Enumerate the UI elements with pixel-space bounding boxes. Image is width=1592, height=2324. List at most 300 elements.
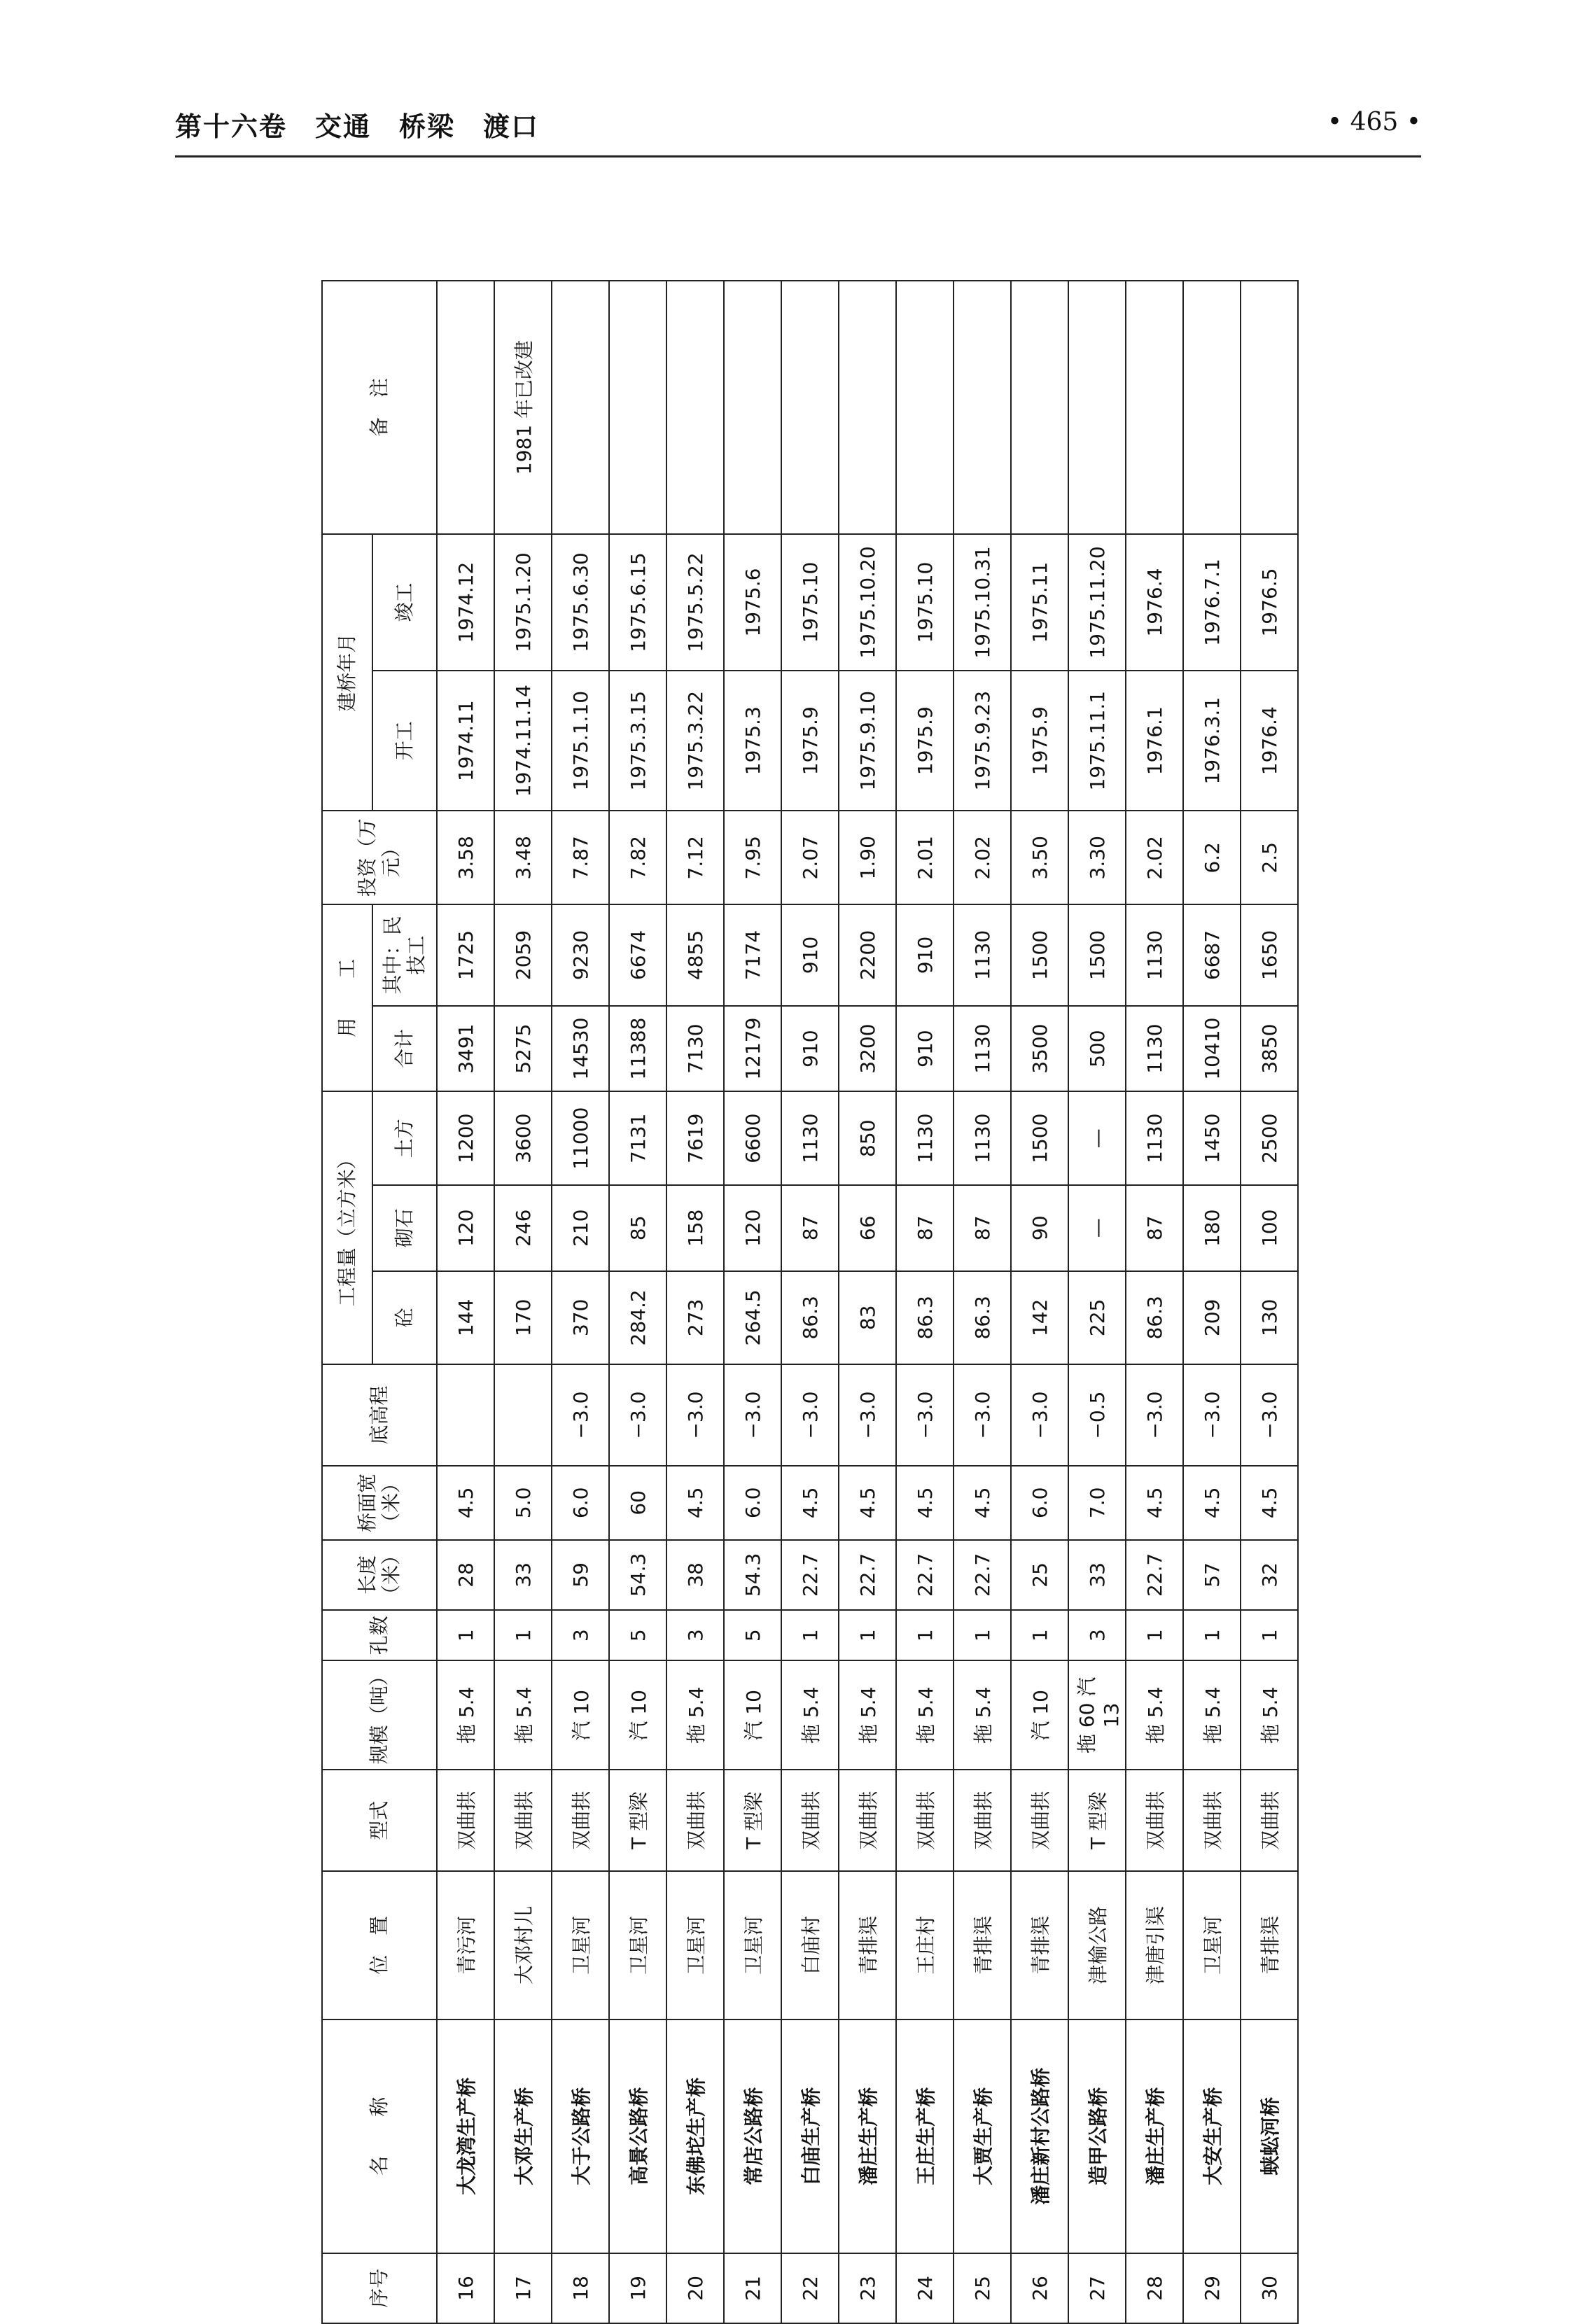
cell-spans: 3 — [666, 1610, 724, 1660]
cell-finish: 1976.5 — [1241, 534, 1298, 671]
cell-location: 卫星河 — [609, 1871, 666, 2019]
cell-earth: 1130 — [896, 1091, 954, 1185]
cell-start: 1974.11.14 — [494, 671, 552, 811]
cell-width: 4.5 — [781, 1466, 839, 1540]
cell-spans: 1 — [1126, 1610, 1183, 1660]
cell-width: 60 — [609, 1466, 666, 1540]
cell-finish: 1975.10.31 — [954, 534, 1011, 671]
cell-labor-total: 10410 — [1183, 1006, 1241, 1092]
cell-location: 白庙村 — [781, 1871, 839, 2019]
table-row — [1068, 281, 1126, 2323]
cell-bottom: −3.0 — [839, 1364, 896, 1466]
cell-labor-detail: 910 — [781, 904, 839, 1006]
cell-masonry: 158 — [666, 1185, 724, 1271]
cell-bottom: −3.0 — [1011, 1364, 1068, 1466]
cell-finish: 1975.6 — [724, 534, 781, 671]
cell-width: 4.5 — [1183, 1466, 1241, 1540]
cell-location: 卫星河 — [1183, 1871, 1241, 2019]
cell-masonry: 210 — [552, 1185, 609, 1271]
cell-length: 38 — [666, 1540, 724, 1610]
cell-length: 32 — [1241, 1540, 1298, 1610]
cell-length: 28 — [437, 1540, 494, 1610]
cell-investment: 3.50 — [1011, 811, 1068, 904]
cell-remark: 1981 年已改建 — [494, 281, 552, 534]
cell-labor-total: 910 — [896, 1006, 954, 1092]
cell-labor-detail: 9230 — [552, 904, 609, 1006]
cell-remark — [1241, 281, 1298, 534]
cell-finish: 1975.1.20 — [494, 534, 552, 671]
cell-width: 6.0 — [724, 1466, 781, 1540]
cell-labor-total: 3850 — [1241, 1006, 1298, 1092]
cell-bottom: −3.0 — [666, 1364, 724, 1466]
cell-length: 54.3 — [609, 1540, 666, 1610]
cell-location: 卫星河 — [552, 1871, 609, 2019]
cell-name: 造甲公路桥 — [1068, 2019, 1126, 2253]
table-body — [437, 281, 1298, 2323]
cell-masonry: 180 — [1183, 1185, 1241, 1271]
cell-scale: 拖 5.4 — [1126, 1660, 1183, 1770]
cell-seq: 26 — [1011, 2253, 1068, 2323]
cell-start: 1975.9 — [896, 671, 954, 811]
cell-labor-detail: 1130 — [1126, 904, 1183, 1006]
cell-scale: 拖 5.4 — [666, 1660, 724, 1770]
cell-investment: 2.5 — [1241, 811, 1298, 904]
cell-spans: 5 — [609, 1610, 666, 1660]
cell-width: 4.5 — [1241, 1466, 1298, 1540]
table-row — [896, 281, 954, 2323]
cell-remark — [609, 281, 666, 534]
cell-scale: 拖 60 汽 13 — [1068, 1660, 1126, 1770]
cell-type: 双曲拱 — [1011, 1770, 1068, 1871]
cell-length: 57 — [1183, 1540, 1241, 1610]
cell-location: 卫星河 — [724, 1871, 781, 2019]
cell-width: 7.0 — [1068, 1466, 1126, 1540]
cell-seq: 19 — [609, 2253, 666, 2323]
cell-type: 双曲拱 — [552, 1770, 609, 1871]
col-labor-detail: 其中：民技工 — [372, 904, 437, 1006]
cell-name: 蛱蚣河桥 — [1241, 2019, 1298, 2253]
cell-scale: 汽 10 — [724, 1660, 781, 1770]
cell-masonry: 120 — [437, 1185, 494, 1271]
cell-remark — [781, 281, 839, 534]
cell-spans: 1 — [1011, 1610, 1068, 1660]
cell-bottom: −3.0 — [954, 1364, 1011, 1466]
cell-seq: 22 — [781, 2253, 839, 2323]
col-spans: 孔数 — [322, 1610, 437, 1660]
cell-name: 白庙生产桥 — [781, 2019, 839, 2253]
cell-type: 双曲拱 — [839, 1770, 896, 1871]
table-row — [494, 281, 552, 2323]
cell-investment: 2.02 — [1126, 811, 1183, 904]
cell-length: 22.7 — [896, 1540, 954, 1610]
col-location: 位 置 — [322, 1871, 437, 2019]
col-date-group: 建桥年月 — [322, 534, 372, 811]
cell-remark — [1126, 281, 1183, 534]
cell-name: 王庄生产桥 — [896, 2019, 954, 2253]
cell-finish: 1975.11 — [1011, 534, 1068, 671]
cell-spans: 1 — [781, 1610, 839, 1660]
cell-labor-total: 7130 — [666, 1006, 724, 1092]
table-row — [552, 281, 609, 2323]
cell-earth: 7131 — [609, 1091, 666, 1185]
cell-start: 1975.3 — [724, 671, 781, 811]
cell-earth: 11000 — [552, 1091, 609, 1185]
cell-labor-total: 1130 — [1126, 1006, 1183, 1092]
cell-investment: 3.48 — [494, 811, 552, 904]
cell-investment: 7.95 — [724, 811, 781, 904]
cell-concrete: 86.3 — [896, 1271, 954, 1365]
col-seq: 序号 — [322, 2253, 437, 2323]
cell-start: 1975.9 — [1011, 671, 1068, 811]
cell-earth: 850 — [839, 1091, 896, 1185]
cell-location: 青排渠 — [839, 1871, 896, 2019]
cell-bottom: −3.0 — [781, 1364, 839, 1466]
cell-length: 22.7 — [954, 1540, 1011, 1610]
cell-labor-detail: 6674 — [609, 904, 666, 1006]
cell-width: 6.0 — [1011, 1466, 1068, 1540]
cell-name: 大龙湾生产桥 — [437, 2019, 494, 2253]
cell-scale: 拖 5.4 — [494, 1660, 552, 1770]
cell-type: 双曲拱 — [781, 1770, 839, 1871]
col-quantity-group: 工程量（立方米） — [322, 1091, 372, 1364]
cell-remark — [1068, 281, 1126, 534]
cell-finish: 1975.10 — [781, 534, 839, 671]
cell-start: 1975.11.1 — [1068, 671, 1126, 811]
cell-remark — [896, 281, 954, 534]
cell-seq: 25 — [954, 2253, 1011, 2323]
cell-bottom: −3.0 — [609, 1364, 666, 1466]
cell-start: 1975.3.22 — [666, 671, 724, 811]
cell-remark — [1011, 281, 1068, 534]
cell-bottom: −0.5 — [1068, 1364, 1126, 1466]
cell-concrete: 86.3 — [1126, 1271, 1183, 1365]
cell-masonry: 85 — [609, 1185, 666, 1271]
cell-width: 4.5 — [839, 1466, 896, 1540]
cell-concrete: 86.3 — [954, 1271, 1011, 1365]
cell-name: 大安生产桥 — [1183, 2019, 1241, 2253]
cell-concrete: 83 — [839, 1271, 896, 1365]
cell-location: 青排渠 — [954, 1871, 1011, 2019]
cell-spans: 1 — [839, 1610, 896, 1660]
cell-width: 4.5 — [896, 1466, 954, 1540]
cell-width: 5.0 — [494, 1466, 552, 1540]
cell-start: 1976.3.1 — [1183, 671, 1241, 811]
cell-concrete: 86.3 — [781, 1271, 839, 1365]
cell-concrete: 142 — [1011, 1271, 1068, 1365]
cell-type: 双曲拱 — [494, 1770, 552, 1871]
cell-concrete: 144 — [437, 1271, 494, 1365]
cell-labor-detail: 1500 — [1011, 904, 1068, 1006]
cell-finish: 1975.6.15 — [609, 534, 666, 671]
col-labor-total: 合计 — [372, 1006, 437, 1092]
cell-seq: 18 — [552, 2253, 609, 2323]
cell-investment: 2.01 — [896, 811, 954, 904]
cell-concrete: 209 — [1183, 1271, 1241, 1365]
col-labor-group: 用 工 — [322, 904, 372, 1091]
cell-name: 潘庄生产桥 — [839, 2019, 896, 2253]
cell-width: 4.5 — [437, 1466, 494, 1540]
col-start: 开工 — [372, 671, 437, 811]
cell-seq: 16 — [437, 2253, 494, 2323]
cell-type: 双曲拱 — [896, 1770, 954, 1871]
cell-name: 常店公路桥 — [724, 2019, 781, 2253]
col-masonry: 砌石 — [372, 1185, 437, 1271]
cell-earth: 7619 — [666, 1091, 724, 1185]
cell-investment: 6.2 — [1183, 811, 1241, 904]
cell-remark — [724, 281, 781, 534]
cell-masonry: 87 — [781, 1185, 839, 1271]
table-row — [609, 281, 666, 2323]
cell-labor-total: 5275 — [494, 1006, 552, 1092]
cell-concrete: 225 — [1068, 1271, 1126, 1365]
cell-finish: 1975.11.20 — [1068, 534, 1126, 671]
cell-scale: 拖 5.4 — [1241, 1660, 1298, 1770]
cell-finish: 1975.10.20 — [839, 534, 896, 671]
cell-masonry: — — [1068, 1185, 1126, 1271]
cell-labor-detail: 1725 — [437, 904, 494, 1006]
cell-bottom: −3.0 — [1126, 1364, 1183, 1466]
cell-remark — [437, 281, 494, 534]
cell-remark — [666, 281, 724, 534]
col-width: 桥面宽（米） — [322, 1466, 437, 1540]
cell-location: 王庄村 — [896, 1871, 954, 2019]
table-row — [954, 281, 1011, 2323]
cell-scale: 拖 5.4 — [954, 1660, 1011, 1770]
cell-length: 25 — [1011, 1540, 1068, 1610]
cell-type: 双曲拱 — [1183, 1770, 1241, 1871]
cell-earth: 1130 — [954, 1091, 1011, 1185]
bridge-table-wrapper — [321, 280, 1280, 2324]
cell-labor-detail: 2059 — [494, 904, 552, 1006]
cell-earth: 6600 — [724, 1091, 781, 1185]
cell-concrete: 170 — [494, 1271, 552, 1365]
cell-labor-total: 3200 — [839, 1006, 896, 1092]
cell-scale: 拖 5.4 — [781, 1660, 839, 1770]
cell-labor-total: 3491 — [437, 1006, 494, 1092]
cell-investment: 7.12 — [666, 811, 724, 904]
cell-start: 1975.9.10 — [839, 671, 896, 811]
table-row — [1183, 281, 1241, 2323]
col-name: 名 称 — [322, 2019, 437, 2253]
cell-labor-total: 1130 — [954, 1006, 1011, 1092]
cell-earth: 2500 — [1241, 1091, 1298, 1185]
col-bottom: 底高程 — [322, 1364, 437, 1466]
cell-name: 大邓生产桥 — [494, 2019, 552, 2253]
cell-earth: 1450 — [1183, 1091, 1241, 1185]
cell-spans: 1 — [437, 1610, 494, 1660]
col-investment: 投资（万元） — [322, 811, 437, 904]
cell-concrete: 264.5 — [724, 1271, 781, 1365]
cell-bottom: −3.0 — [896, 1364, 954, 1466]
cell-width: 4.5 — [954, 1466, 1011, 1540]
cell-labor-total: 14530 — [552, 1006, 609, 1092]
col-length: 长度（米） — [322, 1540, 437, 1610]
cell-spans: 3 — [1068, 1610, 1126, 1660]
cell-investment: 7.87 — [552, 811, 609, 904]
table-row — [781, 281, 839, 2323]
cell-labor-total: 12179 — [724, 1006, 781, 1092]
table-row — [437, 281, 494, 2323]
cell-labor-detail: 7174 — [724, 904, 781, 1006]
col-remark: 备 注 — [322, 281, 437, 534]
cell-masonry: 87 — [896, 1185, 954, 1271]
cell-width: 4.5 — [666, 1466, 724, 1540]
cell-scale: 拖 5.4 — [437, 1660, 494, 1770]
table-row — [666, 281, 724, 2323]
cell-seq: 28 — [1126, 2253, 1183, 2323]
cell-finish: 1976.4 — [1126, 534, 1183, 671]
col-finish: 竣工 — [372, 534, 437, 671]
cell-seq: 29 — [1183, 2253, 1241, 2323]
cell-name: 高景公路桥 — [609, 2019, 666, 2253]
cell-location: 卫星河 — [666, 1871, 724, 2019]
page-header — [175, 105, 1421, 147]
cell-concrete: 130 — [1241, 1271, 1298, 1365]
cell-concrete: 284.2 — [609, 1271, 666, 1365]
cell-bottom — [437, 1364, 494, 1466]
cell-scale: 汽 10 — [1011, 1660, 1068, 1770]
cell-masonry: 90 — [1011, 1185, 1068, 1271]
cell-start: 1975.9 — [781, 671, 839, 811]
cell-labor-detail: 1130 — [954, 904, 1011, 1006]
cell-labor-total: 500 — [1068, 1006, 1126, 1092]
page-number: • 465 • — [1327, 108, 1421, 136]
cell-seq: 20 — [666, 2253, 724, 2323]
cell-spans: 1 — [1241, 1610, 1298, 1660]
cell-concrete: 370 — [552, 1271, 609, 1365]
table-row — [1241, 281, 1298, 2323]
chapter-title: 第十六卷 交通 桥梁 渡口 — [175, 111, 540, 142]
cell-bottom: −3.0 — [724, 1364, 781, 1466]
cell-name: 东佛坨生产桥 — [666, 2019, 724, 2253]
cell-earth: 1500 — [1011, 1091, 1068, 1185]
cell-labor-detail: 4855 — [666, 904, 724, 1006]
cell-finish: 1975.6.30 — [552, 534, 609, 671]
cell-investment: 2.07 — [781, 811, 839, 904]
cell-finish: 1974.12 — [437, 534, 494, 671]
cell-length: 22.7 — [1126, 1540, 1183, 1610]
cell-spans: 1 — [954, 1610, 1011, 1660]
cell-location: 大邓村儿 — [494, 1871, 552, 2019]
cell-width: 6.0 — [552, 1466, 609, 1540]
cell-labor-detail: 1500 — [1068, 904, 1126, 1006]
cell-type: 双曲拱 — [954, 1770, 1011, 1871]
cell-start: 1976.4 — [1241, 671, 1298, 811]
cell-spans: 1 — [896, 1610, 954, 1660]
cell-type: T 型梁 — [724, 1770, 781, 1871]
cell-masonry: 66 — [839, 1185, 896, 1271]
cell-investment: 3.58 — [437, 811, 494, 904]
cell-bottom — [494, 1364, 552, 1466]
cell-length: 54.3 — [724, 1540, 781, 1610]
col-scale: 规模（吨） — [322, 1660, 437, 1770]
cell-investment: 3.30 — [1068, 811, 1126, 904]
cell-bottom: −3.0 — [1183, 1364, 1241, 1466]
cell-seq: 30 — [1241, 2253, 1298, 2323]
cell-type: T 型梁 — [609, 1770, 666, 1871]
cell-location: 青排渠 — [1011, 1871, 1068, 2019]
cell-remark — [1183, 281, 1241, 534]
col-type: 型式 — [322, 1770, 437, 1871]
cell-masonry: 120 — [724, 1185, 781, 1271]
cell-spans: 1 — [1183, 1610, 1241, 1660]
table-row — [724, 281, 781, 2323]
col-earth: 土方 — [372, 1091, 437, 1185]
cell-scale: 拖 5.4 — [839, 1660, 896, 1770]
cell-earth: 3600 — [494, 1091, 552, 1185]
cell-length: 22.7 — [781, 1540, 839, 1610]
cell-finish: 1976.7.1 — [1183, 534, 1241, 671]
cell-location: 津榆公路 — [1068, 1871, 1126, 2019]
cell-spans: 1 — [494, 1610, 552, 1660]
cell-spans: 3 — [552, 1610, 609, 1660]
cell-remark — [954, 281, 1011, 534]
cell-type: T 型梁 — [1068, 1770, 1126, 1871]
cell-seq: 24 — [896, 2253, 954, 2323]
cell-location: 青排渠 — [1241, 1871, 1298, 2019]
cell-remark — [552, 281, 609, 534]
cell-earth: 1130 — [781, 1091, 839, 1185]
cell-finish: 1975.10 — [896, 534, 954, 671]
cell-seq: 23 — [839, 2253, 896, 2323]
table-row — [839, 281, 896, 2323]
cell-investment: 7.82 — [609, 811, 666, 904]
cell-labor-detail: 1650 — [1241, 904, 1298, 1006]
table-row — [1126, 281, 1183, 2323]
cell-width: 4.5 — [1126, 1466, 1183, 1540]
cell-spans: 5 — [724, 1610, 781, 1660]
cell-bottom: −3.0 — [552, 1364, 609, 1466]
cell-name: 大贾生产桥 — [954, 2019, 1011, 2253]
cell-earth: 1130 — [1126, 1091, 1183, 1185]
cell-start: 1976.1 — [1126, 671, 1183, 811]
cell-labor-detail: 6687 — [1183, 904, 1241, 1006]
header-row-1 — [322, 281, 372, 2323]
cell-start: 1975.3.15 — [609, 671, 666, 811]
cell-scale: 汽 10 — [552, 1660, 609, 1770]
cell-start: 1975.1.10 — [552, 671, 609, 811]
cell-masonry: 100 — [1241, 1185, 1298, 1271]
cell-seq: 27 — [1068, 2253, 1126, 2323]
cell-length: 59 — [552, 1540, 609, 1610]
cell-masonry: 87 — [954, 1185, 1011, 1271]
cell-labor-total: 3500 — [1011, 1006, 1068, 1092]
cell-start: 1975.9.23 — [954, 671, 1011, 811]
cell-earth: 1200 — [437, 1091, 494, 1185]
cell-scale: 拖 5.4 — [1183, 1660, 1241, 1770]
cell-type: 双曲拱 — [437, 1770, 494, 1871]
cell-type: 双曲拱 — [1241, 1770, 1298, 1871]
cell-type: 双曲拱 — [1126, 1770, 1183, 1871]
cell-location: 津唐引渠 — [1126, 1871, 1183, 2019]
cell-seq: 17 — [494, 2253, 552, 2323]
cell-seq: 21 — [724, 2253, 781, 2323]
cell-length: 33 — [494, 1540, 552, 1610]
cell-scale: 拖 5.4 — [896, 1660, 954, 1770]
cell-labor-detail: 2200 — [839, 904, 896, 1006]
cell-remark — [839, 281, 896, 534]
cell-labor-total: 910 — [781, 1006, 839, 1092]
cell-length: 22.7 — [839, 1540, 896, 1610]
cell-labor-detail: 910 — [896, 904, 954, 1006]
cell-labor-total: 11388 — [609, 1006, 666, 1092]
cell-masonry: 87 — [1126, 1185, 1183, 1271]
bridge-table — [321, 280, 1299, 2324]
cell-scale: 汽 10 — [609, 1660, 666, 1770]
cell-earth: — — [1068, 1091, 1126, 1185]
cell-investment: 1.90 — [839, 811, 896, 904]
cell-location: 青污河 — [437, 1871, 494, 2019]
